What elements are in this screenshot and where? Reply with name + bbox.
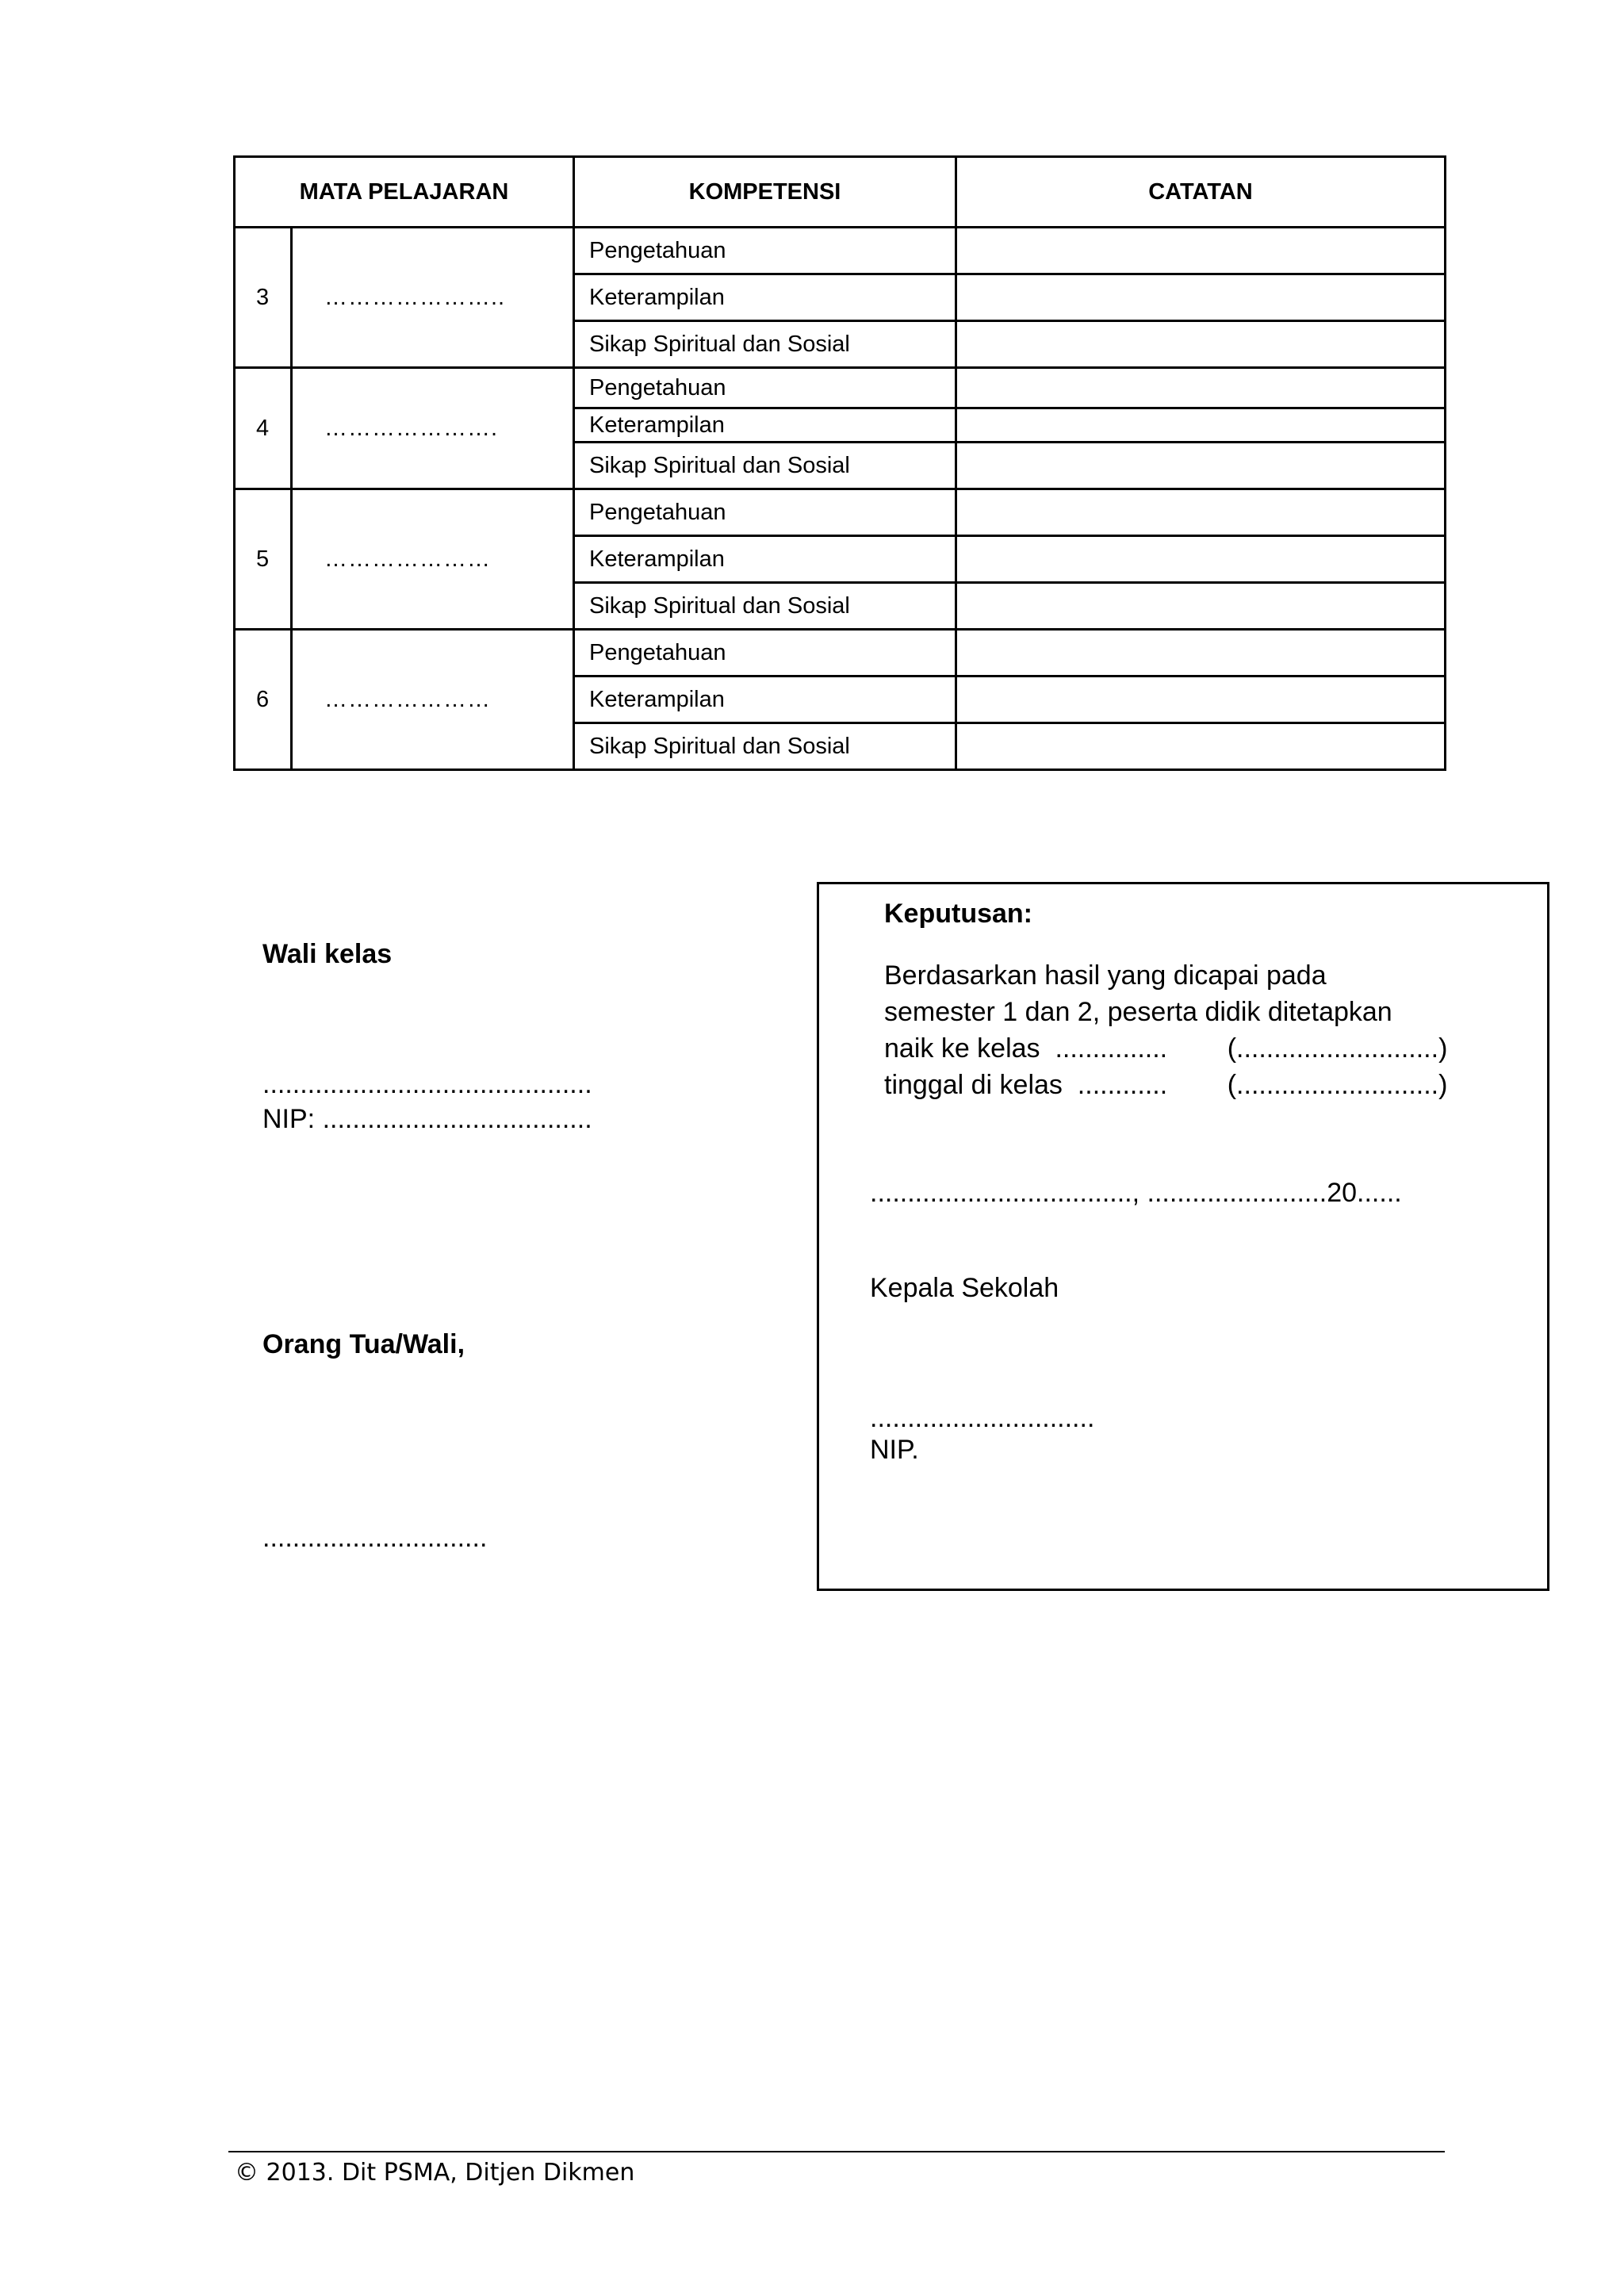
competency-label: Keterampilan bbox=[574, 408, 956, 443]
competency-label: Keterampilan bbox=[574, 274, 956, 321]
table-header-row bbox=[235, 157, 1446, 228]
competency-label: Pengetahuan bbox=[574, 228, 956, 274]
notes-cell[interactable] bbox=[956, 677, 1446, 723]
table-row bbox=[235, 489, 1446, 536]
subject-placeholder: ………………… bbox=[292, 489, 574, 630]
subject-placeholder: ………………….. bbox=[292, 228, 574, 368]
decision-retained-line: tinggal di kelas ............ (...........................) bbox=[884, 1070, 1448, 1100]
decision-title: Keputusan: bbox=[884, 899, 1032, 929]
competency-label: Pengetahuan bbox=[574, 489, 956, 536]
notes-cell[interactable] bbox=[956, 274, 1446, 321]
footer-copyright: © 2013. Dit PSMA, Ditjen Dikmen bbox=[235, 2159, 635, 2187]
competency-label: Keterampilan bbox=[574, 536, 956, 583]
header-subject: MATA PELAJARAN bbox=[235, 157, 574, 228]
notes-cell[interactable] bbox=[956, 536, 1446, 583]
notes-cell[interactable] bbox=[956, 630, 1446, 677]
grades-table bbox=[233, 155, 1446, 771]
competency-label: Keterampilan bbox=[574, 677, 956, 723]
row-number: 6 bbox=[235, 630, 292, 770]
principal-nip: NIP. bbox=[870, 1435, 919, 1465]
subject-placeholder: …………………. bbox=[292, 368, 574, 489]
homeroom-nip-line: NIP: .................................... bbox=[262, 1104, 592, 1134]
notes-cell[interactable] bbox=[956, 489, 1446, 536]
notes-cell[interactable] bbox=[956, 321, 1446, 368]
table-row bbox=[235, 368, 1446, 408]
parent-name-line: .............................. bbox=[262, 1523, 488, 1553]
decision-box bbox=[817, 882, 1549, 1591]
competency-label: Sikap Spiritual dan Sosial bbox=[574, 443, 956, 489]
table-row bbox=[235, 228, 1446, 274]
competency-label: Sikap Spiritual dan Sosial bbox=[574, 321, 956, 368]
notes-cell[interactable] bbox=[956, 723, 1446, 770]
header-notes: CATATAN bbox=[956, 157, 1446, 228]
decision-promoted-line: naik ke kelas ............... (...........................) bbox=[884, 1033, 1448, 1064]
table-row bbox=[235, 630, 1446, 677]
notes-cell[interactable] bbox=[956, 228, 1446, 274]
subject-placeholder: ………………… bbox=[292, 630, 574, 770]
principal-title: Kepala Sekolah bbox=[870, 1273, 1059, 1303]
principal-name-line: .............................. bbox=[870, 1403, 1095, 1433]
row-number: 4 bbox=[235, 368, 292, 489]
footer-divider bbox=[228, 2151, 1445, 2152]
decision-line-1: Berdasarkan hasil yang dicapai pada bbox=[884, 960, 1327, 991]
competency-label: Sikap Spiritual dan Sosial bbox=[574, 583, 956, 630]
row-number: 5 bbox=[235, 489, 292, 630]
homeroom-title: Wali kelas bbox=[262, 939, 393, 969]
parent-title: Orang Tua/Wali, bbox=[262, 1329, 465, 1359]
competency-label: Sikap Spiritual dan Sosial bbox=[574, 723, 956, 770]
notes-cell[interactable] bbox=[956, 443, 1446, 489]
competency-label: Pengetahuan bbox=[574, 368, 956, 408]
date-line: ..................................., ........................20...... bbox=[870, 1178, 1402, 1208]
row-number: 3 bbox=[235, 228, 292, 368]
notes-cell[interactable] bbox=[956, 368, 1446, 408]
header-competency: KOMPETENSI bbox=[574, 157, 956, 228]
decision-line-2: semester 1 dan 2, peserta didik ditetapkan bbox=[884, 997, 1392, 1027]
notes-cell[interactable] bbox=[956, 408, 1446, 443]
homeroom-name-line: ............................................ bbox=[262, 1069, 592, 1099]
notes-cell[interactable] bbox=[956, 583, 1446, 630]
competency-label: Pengetahuan bbox=[574, 630, 956, 677]
